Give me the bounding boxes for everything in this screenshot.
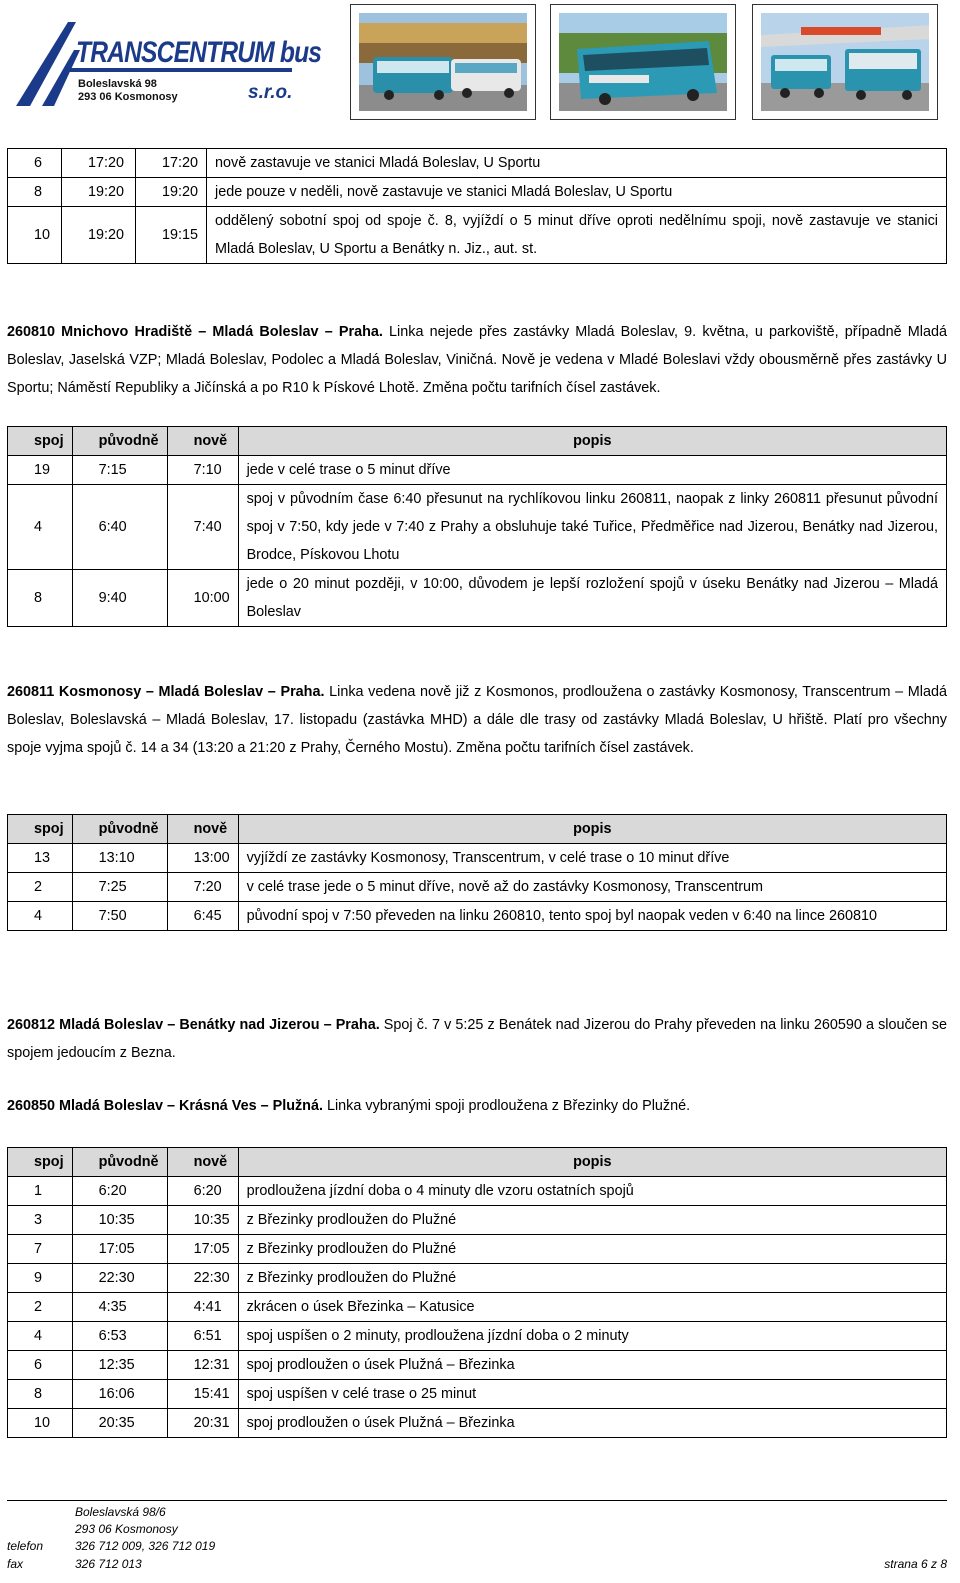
table-row [8,873,947,902]
logo-company-name: TRANSCENTRUM bus [76,36,322,69]
logo-suffix: s.r.o. [248,82,293,103]
section-text: Linka vybranými spoji prodloužena z Březinky do Plužné. [322,1098,691,1114]
table-header-row [8,815,947,844]
cell-puvodne: 13:10 [72,844,167,873]
bus-photo-1 [350,4,536,120]
cell-nove: 13:00 [167,844,238,873]
cell-spoj: 2 [8,1293,73,1322]
footer-address-2: 293 06 Kosmonosy [75,1522,178,1536]
cell-puvodne: 10:35 [72,1206,167,1235]
cell-spoj: 19 [8,456,73,485]
cell-nove: 10:35 [167,1206,238,1235]
header-puvodne: původně [72,1148,167,1177]
cell-spoj: 9 [8,1264,73,1293]
section-260810 [7,318,947,402]
cell-popis: z Březinky prodloužen do Plužné [238,1206,946,1235]
cell-nove: 4:41 [167,1293,238,1322]
cell-popis: jede o 20 minut později, v 10:00, důvodem je lepší rozložení spojů v úseku Benátky nad Jizerou – Mladá Boleslav [238,570,946,627]
bus-image-1 [359,13,527,111]
cell-nove: 7:10 [167,456,238,485]
cell-spoj: 2 [8,873,73,902]
cell-puvodne: 6:40 [72,485,167,570]
cell-spoj: 7 [8,1235,73,1264]
section-text: Spoj č. 7 v 5:25 z Benátek nad Jizerou do Prahy převeden na linku 260590 a sloučen se spojem jedoucím z Bezna. [7,1017,948,1061]
table-row [8,1322,947,1351]
cell-puvodne: 12:35 [72,1351,167,1380]
cell-puvodne: 20:35 [72,1409,167,1438]
cell-popis: nově zastavuje ve stanici Mladá Boleslav, U Sportu [207,149,947,178]
cell-popis: jede v celé trase o 5 minut dříve [238,456,946,485]
bus-photo-3 [752,4,938,120]
cell-popis: spoj v původním čase 6:40 přesunut na rychlíkovou linku 260811, naopak z linky 260811 přesunut původní spoj v 7:50, kdy jede v 7:40 z Prahy a obsluhuje také Tuřice, Předměřice nad Jizerou, Benátky nad Jizerou, Brodce, Pískovou Lhotu [238,485,946,570]
cell-popis: původní spoj v 7:50 převeden na linku 260810, tento spoj byl naopak veden v 6:40 na lince 260810 [238,902,946,931]
section-text: Linka nejede přes zastávky Mladá Boleslav, 9. května, u parkoviště, případně Mladá Boleslav, Jaselská VZP; Mladá Boleslav, Podolec a Mladá Boleslav, Viničná. Nově je vedena v Mladé Boleslavi vždy obousměrně přes zastávky U Sportu; Náměstí Republiky a Jičínská a po R10 k Pískové Lhotě. Změna počtu tarifních čísel zastávek. [7,324,947,396]
logo-address-line1: Boleslavská 98 [78,78,157,90]
bus-photo-2 [550,4,736,120]
cell-popis: spoj prodloužen o úsek Plužná – Březinka [238,1351,946,1380]
cell-spoj: 1 [8,1177,73,1206]
section-title: 260812 Mladá Boleslav – Benátky nad Jizerou – Praha. [7,1017,380,1033]
table-header-row [8,427,947,456]
section-title: 260850 Mladá Boleslav – Krásná Ves – Plužná. [7,1098,323,1114]
cell-nove: 7:40 [167,485,238,570]
table-row [8,1235,947,1264]
company-logo [6,8,322,110]
header-popis: popis [238,815,946,844]
table-row [8,1206,947,1235]
cell-spoj: 4 [8,1322,73,1351]
cell-spoj: 6 [8,1351,73,1380]
table-row [8,1380,947,1409]
table-row [8,570,947,627]
cell-nove: 10:00 [167,570,238,627]
timetable-260810-continued [7,148,947,264]
cell-nove: 20:31 [167,1409,238,1438]
cell-spoj: 8 [8,178,62,207]
bus-image-2 [559,13,727,111]
cell-puvodne: 9:40 [72,570,167,627]
section-title: 260810 Mnichovo Hradiště – Mladá Boleslav – Praha. [7,324,383,340]
footer-divider [7,1500,947,1501]
table-row [8,485,947,570]
cell-puvodne: 22:30 [72,1264,167,1293]
table-row [8,456,947,485]
cell-spoj: 6 [8,149,62,178]
footer-fax-label: fax [7,1557,24,1571]
table-row [8,178,947,207]
table-row [8,1293,947,1322]
table-row [8,902,947,931]
section-260812 [7,1011,947,1067]
table-row [8,149,947,178]
cell-nove: 6:51 [167,1322,238,1351]
page-number: strana 6 z 8 [884,1557,947,1571]
cell-puvodne: 17:05 [72,1235,167,1264]
logo-address [78,78,178,104]
header-spoj: spoj [8,427,73,456]
timetable-260850 [7,1147,947,1438]
header-spoj: spoj [8,815,73,844]
cell-nove: 17:05 [167,1235,238,1264]
cell-popis: oddělený sobotní spoj od spoje č. 8, vyjíždí o 5 minut dříve oproti nedělnímu spoji, nově zastavuje ve stanici Mladá Boleslav, U Sportu a Benátky n. Jiz., aut. st. [207,207,947,264]
cell-popis: prodloužena jízdní doba o 4 minuty dle vzoru ostatních spojů [238,1177,946,1206]
cell-popis: vyjíždí ze zastávky Kosmonosy, Transcentrum, v celé trase o 10 minut dříve [238,844,946,873]
header-puvodne: původně [72,815,167,844]
cell-nove: 22:30 [167,1264,238,1293]
footer-fax: 326 712 013 [75,1557,142,1571]
cell-nove: 6:20 [167,1177,238,1206]
cell-spoj: 10 [8,1409,73,1438]
cell-popis: spoj prodloužen o úsek Plužná – Březinka [238,1409,946,1438]
cell-popis: v celé trase jede o 5 minut dříve, nově až do zastávky Kosmonosy, Transcentrum [238,873,946,902]
cell-popis: spoj uspíšen o 2 minuty, prodloužena jízdní doba o 2 minuty [238,1322,946,1351]
cell-popis: jede pouze v neděli, nově zastavuje ve stanici Mladá Boleslav, U Sportu [207,178,947,207]
cell-puvodne: 7:50 [72,902,167,931]
cell-puvodne: 7:25 [72,873,167,902]
bus-image-3 [761,13,929,111]
table-row [8,844,947,873]
cell-nove: 7:20 [167,873,238,902]
cell-spoj: 4 [8,485,73,570]
cell-nove: 12:31 [167,1351,238,1380]
cell-spoj: 13 [8,844,73,873]
cell-nove: 19:20 [136,178,207,207]
cell-puvodne: 6:53 [72,1322,167,1351]
cell-popis: z Březinky prodloužen do Plužné [238,1264,946,1293]
cell-popis: zkrácen o úsek Březinka – Katusice [238,1293,946,1322]
logo-address-line2: 293 06 Kosmonosy [78,91,178,103]
header-nove: nově [167,1148,238,1177]
section-title: 260811 Kosmonosy – Mladá Boleslav – Praha. [7,684,325,700]
cell-spoj: 10 [8,207,62,264]
footer-address-1: Boleslavská 98/6 [75,1505,166,1519]
section-260811 [7,678,947,762]
table-row [8,1409,947,1438]
header-popis: popis [238,427,946,456]
header-nove: nově [167,815,238,844]
cell-nove: 6:45 [167,902,238,931]
table-row [8,1351,947,1380]
header-puvodne: původně [72,427,167,456]
footer-phone: 326 712 009, 326 712 019 [75,1539,216,1553]
section-260850 [7,1092,947,1120]
table-header-row [8,1148,947,1177]
header-popis: popis [238,1148,946,1177]
cell-popis: spoj uspíšen v celé trase o 25 minut [238,1380,946,1409]
header-nove: nově [167,427,238,456]
table-row [8,207,947,264]
letterhead [0,0,960,126]
cell-puvodne: 19:20 [62,178,136,207]
cell-spoj: 8 [8,570,73,627]
footer-phone-label: telefon [7,1539,44,1553]
cell-popis: z Březinky prodloužen do Plužné [238,1235,946,1264]
table-row [8,1177,947,1206]
cell-puvodne: 7:15 [72,456,167,485]
timetable-260810 [7,426,947,627]
table-row [8,1264,947,1293]
section-text: Linka vedena nově již z Kosmonos, prodloužena o zastávky Kosmonosy, Transcentrum – Mladá Boleslav, Boleslavská – Mladá Boleslav, 17. listopadu (zastávka MHD) a dále dle trasy od zastávky Mladá Boleslav, U hřiště. Platí pro všechny spoje vyjma spojů č. 14 a 34 (13:20 a 21:20 z Prahy, Černého Mostu). Změna počtu tarifních čísel zastávek. [7,684,947,756]
cell-puvodne: 6:20 [72,1177,167,1206]
header-spoj: spoj [8,1148,73,1177]
cell-puvodne: 19:20 [62,207,136,264]
timetable-260811 [7,814,947,931]
cell-puvodne: 16:06 [72,1380,167,1409]
cell-spoj: 3 [8,1206,73,1235]
cell-nove: 15:41 [167,1380,238,1409]
cell-puvodne: 17:20 [62,149,136,178]
cell-nove: 19:15 [136,207,207,264]
cell-nove: 17:20 [136,149,207,178]
cell-spoj: 8 [8,1380,73,1409]
cell-puvodne: 4:35 [72,1293,167,1322]
cell-spoj: 4 [8,902,73,931]
